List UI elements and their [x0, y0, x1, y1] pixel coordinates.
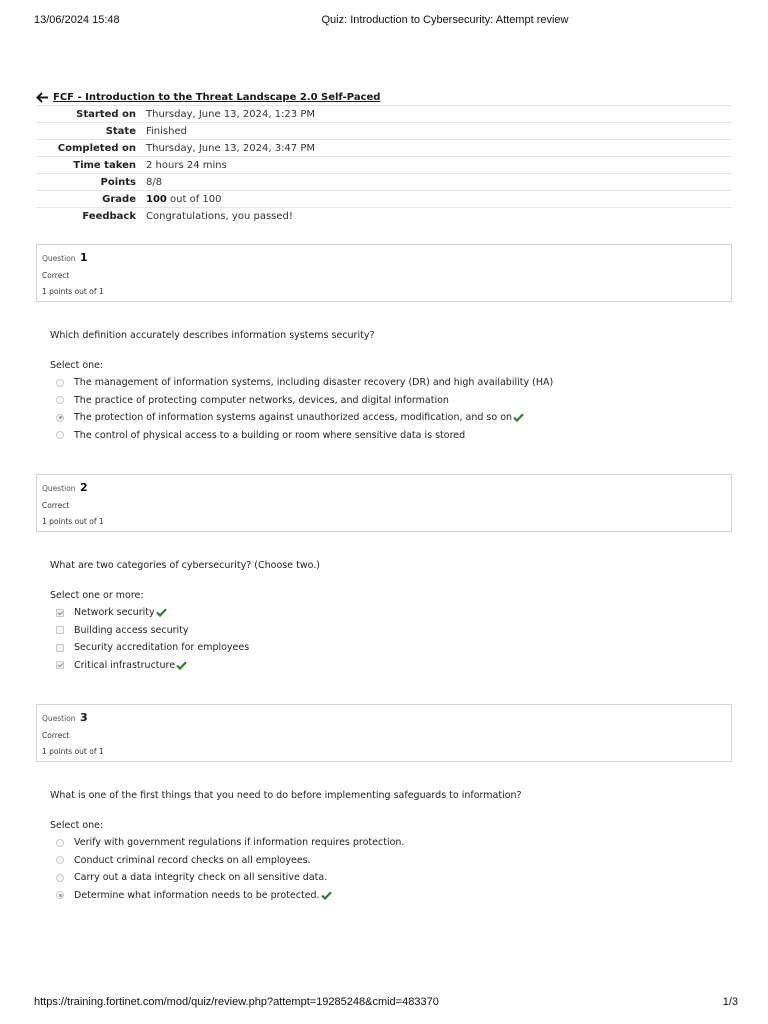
question-grade: 1 points out of 1	[42, 287, 104, 296]
answer-radio[interactable]	[56, 856, 64, 864]
summary-label: State	[36, 123, 146, 140]
arrow-left-icon	[36, 92, 49, 103]
answer-radio[interactable]	[56, 874, 64, 882]
answer-option[interactable]	[56, 657, 249, 675]
question-info-1	[36, 244, 732, 302]
question-grade: 1 points out of 1	[42, 517, 104, 526]
course-link[interactable]	[36, 90, 732, 105]
print-header	[0, 14, 768, 30]
answer-label: Carry out a data integrity check on all sensitive data.	[74, 872, 328, 884]
answer-list-3	[56, 834, 404, 904]
answer-checkbox[interactable]	[56, 661, 64, 669]
answer-radio[interactable]	[56, 379, 64, 387]
answer-radio[interactable]	[56, 414, 64, 422]
answer-label: Network security	[74, 607, 155, 619]
question-label: Question	[42, 484, 76, 493]
print-url: https://training.fortinet.com/mod/quiz/review.php?attempt=19285248&cmid=483370	[34, 996, 439, 1008]
answer-label: Conduct criminal record checks on all employees.	[74, 854, 311, 866]
answer-option[interactable]	[56, 869, 404, 887]
summary-value-bold: 100	[146, 193, 167, 205]
summary-value	[146, 191, 732, 208]
question-text-3: What is one of the first things that you need to do before implementing safeguards to information?	[50, 790, 522, 801]
question-info-3	[36, 704, 732, 762]
answer-radio[interactable]	[56, 396, 64, 404]
question-number: 1	[79, 251, 88, 264]
answer-option[interactable]	[56, 392, 553, 410]
answer-option[interactable]	[56, 834, 404, 852]
answer-option[interactable]	[56, 604, 249, 622]
question-grade: 1 points out of 1	[42, 747, 104, 756]
summary-row	[36, 157, 732, 174]
page-number: 1/3	[722, 996, 738, 1008]
answer-label: Verify with government regulations if information requires protection.	[74, 837, 405, 849]
answer-label: Critical infrastructure	[74, 659, 176, 671]
summary-value: 8/8	[146, 174, 732, 191]
summary-row	[36, 174, 732, 191]
correct-tick-icon	[176, 661, 187, 670]
summary-row	[36, 140, 732, 157]
question-label: Question	[42, 714, 76, 723]
answer-option[interactable]	[56, 852, 404, 870]
answer-checkbox[interactable]	[56, 609, 64, 617]
summary-value: Thursday, June 13, 2024, 1:23 PM	[146, 106, 732, 123]
answer-checkbox[interactable]	[56, 644, 64, 652]
summary-label: Points	[36, 174, 146, 191]
answer-list-2	[56, 604, 249, 674]
answer-option[interactable]	[56, 409, 553, 427]
question-number: 3	[79, 711, 88, 724]
answer-label: The control of physical access to a building or room where sensitive data is stored	[74, 429, 466, 441]
summary-value-rest: out of 100	[166, 193, 222, 205]
answer-radio[interactable]	[56, 891, 64, 899]
summary-table	[36, 105, 732, 224]
question-state: Correct	[42, 731, 70, 740]
print-title: Quiz: Introduction to Cybersecurity: Attempt review	[321, 14, 569, 26]
summary-label: Completed on	[36, 140, 146, 157]
question-state: Correct	[42, 501, 70, 510]
answer-option[interactable]	[56, 374, 553, 392]
summary-label: Grade	[36, 191, 146, 208]
summary-label: Feedback	[36, 208, 146, 225]
correct-tick-icon	[321, 891, 332, 900]
answer-label: Building access security	[74, 624, 189, 636]
answer-checkbox[interactable]	[56, 626, 64, 634]
answer-list-1	[56, 374, 553, 444]
answer-option[interactable]	[56, 427, 553, 445]
answer-label: The practice of protecting computer networks, devices, and digital information	[74, 394, 449, 406]
question-info-2	[36, 474, 732, 532]
print-date: 13/06/2024 15:48	[34, 14, 120, 26]
summary-value: Thursday, June 13, 2024, 3:47 PM	[146, 140, 732, 157]
summary-value: 2 hours 24 mins	[146, 157, 732, 174]
question-label: Question	[42, 254, 76, 263]
summary-label: Started on	[36, 106, 146, 123]
summary-row	[36, 123, 732, 140]
question-text-1: Which definition accurately describes information systems security?	[50, 330, 375, 341]
summary-row	[36, 191, 732, 208]
summary-label: Time taken	[36, 157, 146, 174]
answer-option[interactable]	[56, 639, 249, 657]
answer-option[interactable]	[56, 887, 404, 905]
answer-label: The management of information systems, including disaster recovery (DR) and high availability (HA)	[74, 377, 554, 389]
question-text-2: What are two categories of cybersecurity? (Choose two.)	[50, 560, 320, 571]
course-link-text[interactable]: FCF - Introduction to the Threat Landscape 2.0 Self-Paced	[53, 92, 381, 103]
summary-row	[36, 208, 732, 225]
answer-label: The protection of information systems against unauthorized access, modification, and so on	[74, 412, 513, 424]
summary-value: Finished	[146, 123, 732, 140]
select-prompt-3: Select one:	[50, 820, 104, 831]
answer-label: Security accreditation for employees	[74, 642, 250, 654]
summary-row	[36, 106, 732, 123]
select-prompt-1: Select one:	[50, 360, 104, 371]
print-footer	[0, 996, 768, 1012]
question-number: 2	[79, 481, 88, 494]
answer-option[interactable]	[56, 622, 249, 640]
question-state: Correct	[42, 271, 70, 280]
select-prompt-2: Select one or more:	[50, 590, 144, 601]
answer-label: Determine what information needs to be protected.	[74, 889, 320, 901]
correct-tick-icon	[513, 413, 524, 422]
attempt-summary	[36, 90, 732, 224]
correct-tick-icon	[156, 608, 167, 617]
answer-radio[interactable]	[56, 431, 64, 439]
answer-radio[interactable]	[56, 839, 64, 847]
summary-value: Congratulations, you passed!	[146, 208, 732, 225]
